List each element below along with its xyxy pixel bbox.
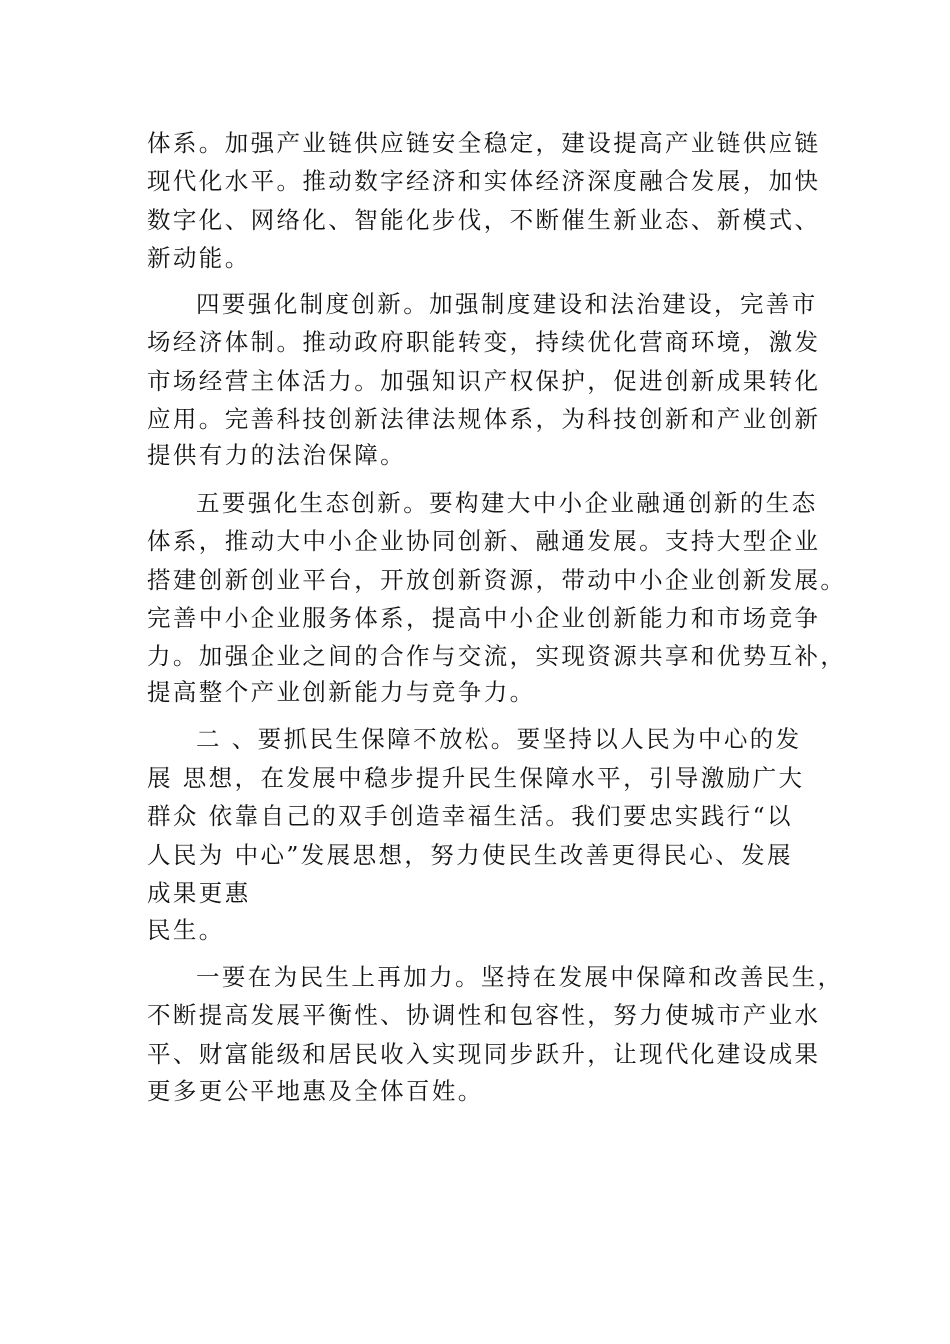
text-line: 新动能。	[147, 244, 251, 272]
text-line: 现代化水平。推动数字经济和实体经济深度融合发展，加快	[147, 167, 821, 195]
text-line: 平、财富能级和居民收入实现同步跃升，让现代化建设成果	[147, 1040, 821, 1068]
text-line: 搭建创新创业平台，开放创新资源，带动中小企业创新发展。	[147, 566, 847, 594]
text-line: 完善中小企业服务体系，提高中小企业创新能力和市场竞争	[147, 604, 821, 632]
text-line: 不断提高发展平衡性、协调性和包容性，努力使城市产业水	[147, 1001, 821, 1029]
text-line: 提供有力的法治保障。	[147, 441, 406, 469]
text-line: 体系，推动大中小企业协同创新、融通发展。支持大型企业	[147, 527, 821, 555]
text-line: 成果更惠	[147, 879, 251, 907]
text-line: 场经济体制。推动政府职能转变，持续优化营商环境，激发	[147, 328, 821, 356]
text-line: 市场经营主体活力。加强知识产权保护，促进创新成果转化	[147, 367, 821, 395]
text-line: 数字化、网络化、智能化步伐，不断催生新业态、新模式、	[147, 206, 821, 234]
text-line: 一要在为民生上再加力。坚持在发展中保障和改善民生，	[196, 963, 844, 991]
text-line: 更多更公平地惠及全体百姓。	[147, 1077, 484, 1105]
text-line: 二 、要抓民生保障不放松。要坚持以人民为中心的发	[196, 725, 802, 753]
text-line: 展 思想，在发展中稳步提升民生保障水平，引导激励广大	[147, 764, 805, 792]
text-line: 人民为 中心”发展思想，努力使民生改善更得民心、发展	[147, 841, 793, 869]
text-line: 群众 依靠自己的双手创造幸福生活。我们要忠实践行“以	[147, 802, 793, 830]
text-line: 民生。	[147, 916, 225, 944]
text-line: 提高整个产业创新能力与竞争力。	[147, 678, 536, 706]
text-line: 五要强化生态创新。要构建大中小企业融通创新的生态	[196, 489, 818, 517]
text-line: 力。加强企业之间的合作与交流，实现资源共享和优势互补，	[147, 642, 847, 670]
text-line: 四要强化制度创新。加强制度建设和法治建设，完善市	[196, 290, 818, 318]
text-line: 体系。加强产业链供应链安全稳定，建设提高产业链供应链	[147, 129, 821, 157]
text-line: 应用。完善科技创新法律法规体系，为科技创新和产业创新	[147, 405, 821, 433]
